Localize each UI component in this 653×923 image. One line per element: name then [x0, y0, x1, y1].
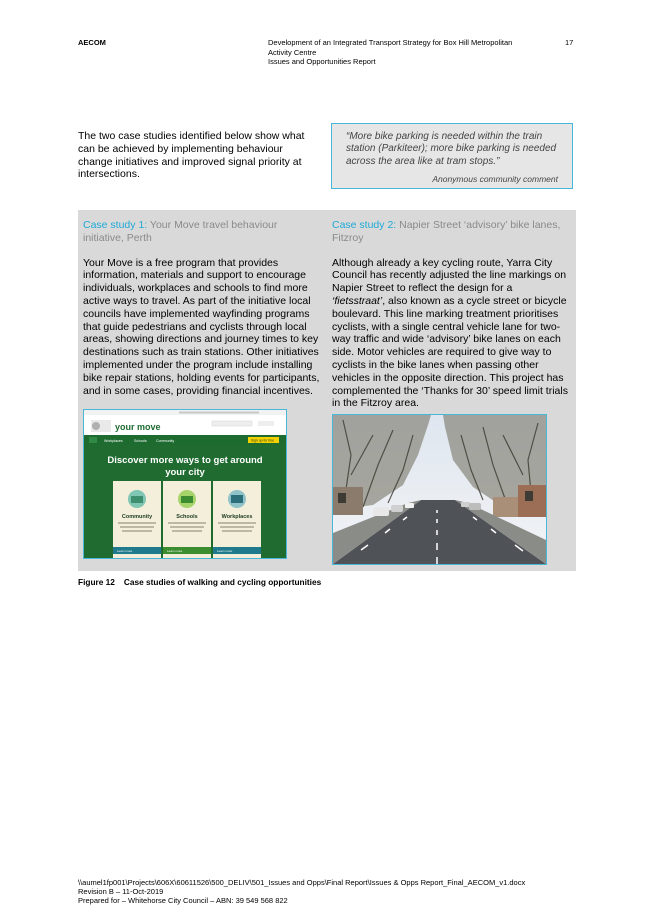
schools-card-title: Schools: [176, 514, 198, 520]
footer-file-path: \\aumel1fp001\Projects\606X\60611526\500_DELIV\501_Issues and Opps\Final Report\Issues & Opps Report_Final_AECOM_v1.docx: [78, 878, 526, 887]
site-nav-item: Community: [156, 439, 175, 443]
site-nav-item: Workplaces: [104, 439, 123, 443]
schools-card-link: Learn more: [167, 549, 183, 553]
case-study-1-heading: [83, 219, 321, 245]
figure-caption: [78, 577, 321, 587]
title-line-3: Issues and Opportunities Report: [268, 57, 376, 66]
case-study-1-body: Your Move is a free program that provides information, materials and support to encourage individuals, workplaces and schools to find more active ways to travel. As part of the initiative local councils have implemented wayfinding programs that guide pedestrians and cyclists through local areas, showing directions and journey times to key destinations such as train stations. Other initiatives implemented under the program include installing bike repair stations, holding events for participants, and in some cases, providing financial incentives.: [83, 256, 320, 397]
document-title: [268, 38, 528, 67]
your-move-website-screenshot: [83, 409, 287, 559]
figure-caption-text: Case studies of walking and cycling opportunities: [123, 577, 322, 587]
intro-paragraph: The two case studies identified below show what can be achieved by implementing behaviour change initiatives and improved signal priority at intersections.: [78, 130, 305, 181]
case-study-1-label: Case study 1:: [83, 219, 148, 231]
community-quote-box: [331, 123, 573, 189]
company-name: AECOM: [78, 38, 106, 47]
title-line-1: Development of an Integrated Transport Strategy for Box Hill Metropolitan: [268, 38, 513, 47]
community-card-title: Community: [121, 514, 153, 520]
case-study-2-label: Case study 2:: [332, 219, 397, 231]
case-study-1: [83, 219, 321, 397]
napier-street-photo: [332, 414, 547, 565]
workplaces-card-link: Learn more: [217, 549, 233, 553]
hero-heading-line-1: Discover more ways to get around: [107, 455, 263, 466]
footer-prepared-for: Prepared for – Whitehorse City Council – ABN: 39 549 568 822: [78, 896, 288, 906]
site-nav-item: Schools: [134, 439, 147, 443]
case-study-2-title: Napier Street ‘advisory’ bike lanes, Fitzroy: [332, 219, 561, 244]
title-line-2: Activity Centre: [268, 47, 317, 57]
figure-number: Figure 12: [78, 577, 115, 587]
footer-revision: Revision B – 11-Oct-2019: [78, 887, 164, 897]
your-move-logo: your move: [115, 422, 161, 432]
quote-text: “More bike parking is needed within the train station (Parkiteer); more bike parking is needed across the area like at tram stops.”: [346, 131, 557, 167]
workplaces-card-title: Workplaces: [221, 514, 253, 520]
case-study-2-body: [332, 257, 568, 411]
signup-button-label: Sign up for free: [251, 438, 275, 443]
case-studies-panel: [78, 210, 576, 571]
case-study-1-title: Your Move travel behaviour initiative, Perth: [83, 219, 278, 244]
case-study-2: [332, 219, 568, 410]
hero-heading-line-2: your city: [165, 467, 205, 478]
page-footer: [78, 878, 525, 906]
case-study-2-body-part2: , also known as a cycle street or bicycle boulevard. This line marking treatment prioritises cyclists, with a single central vehicle lane for two-way traffic and wide ‘advisory’ bike lanes on each side. Motor vehicles are required to give way to cyclists in the bike lanes when passing other vehicles in the opposite direction. This project has complemented the ‘Thanks for 30’ speed limit trials in the Fitzroy area.: [332, 294, 568, 410]
quote-attribution: Anonymous community comment: [432, 173, 558, 184]
case-study-2-heading: [332, 219, 568, 245]
site-search-input: [212, 421, 252, 426]
napier-street-illustration: [333, 415, 546, 564]
community-card-link: Learn more: [117, 549, 133, 553]
your-move-website-graphic: [84, 410, 286, 558]
page-number: 17: [565, 38, 574, 47]
case-study-2-body-italic: ‘fietsstraat’: [332, 294, 383, 307]
case-study-2-body-part1: Although already a key cycling route, Yarra City Council has recently adjusted the line markings on Napier Street to reflect the design for a: [332, 256, 567, 295]
